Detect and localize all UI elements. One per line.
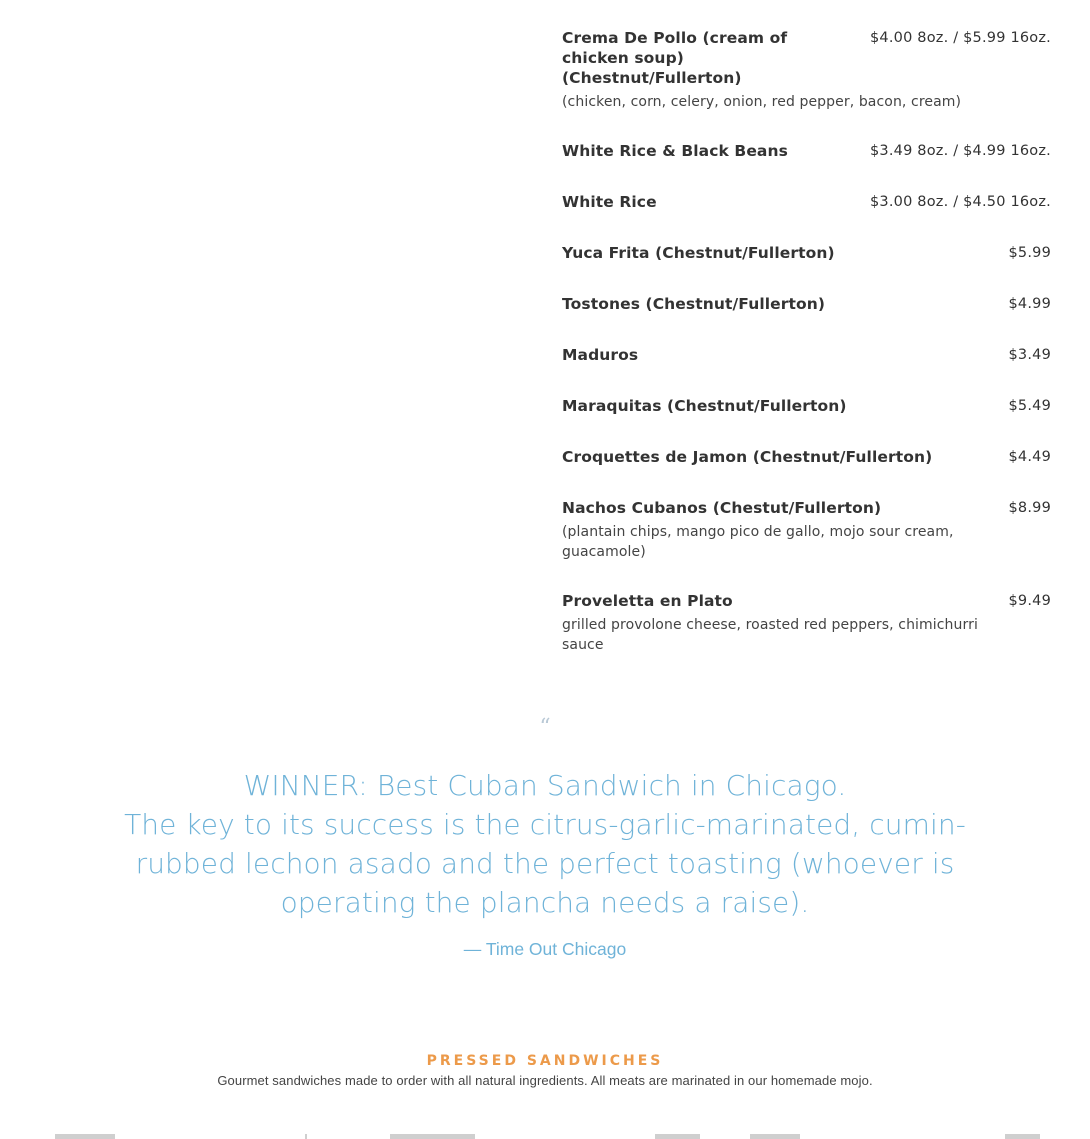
menu-item-price: $4.49 bbox=[1008, 449, 1051, 465]
menu-item bbox=[562, 591, 1051, 655]
menu-item-name: Yuca Frita (Chestnut/Fullerton) bbox=[562, 244, 835, 262]
menu-item-description: (plantain chips, mango pico de gallo, mojo sour cream, guacamole) bbox=[562, 524, 954, 560]
testimonial bbox=[0, 716, 1090, 960]
menu-item-name: Maduros bbox=[562, 346, 639, 364]
menu-item-description: grilled provolone cheese, roasted red peppers, chimichurri sauce bbox=[562, 617, 978, 653]
section-subtitle: Gourmet sandwiches made to order with all natural ingredients. All meats are marinated in our homemade mojo. bbox=[217, 1073, 873, 1088]
menu-item-price: $3.49 bbox=[1008, 347, 1051, 363]
menu-item-description: (chicken, corn, celery, onion, red pepper, bacon, cream) bbox=[562, 94, 962, 110]
menu-item bbox=[562, 28, 1051, 112]
menu-item-price: $8.99 bbox=[1008, 500, 1051, 516]
sides-menu-list bbox=[562, 28, 1051, 684]
menu-item-price: $9.49 bbox=[1008, 593, 1051, 609]
quote-mark-icon: “ bbox=[539, 715, 551, 740]
menu-item bbox=[562, 498, 1051, 562]
card-top-edge bbox=[655, 1134, 700, 1139]
card-top-edge bbox=[55, 1134, 115, 1139]
menu-item-name: Croquettes de Jamon (Chestnut/Fullerton) bbox=[562, 448, 933, 466]
card-top-edge bbox=[305, 1134, 307, 1139]
menu-item-name: White Rice & Black Beans bbox=[562, 142, 788, 160]
testimonial-headline: WINNER: Best Cuban Sandwich in Chicago. bbox=[243, 769, 847, 802]
menu-item-name: Tostones (Chestnut/Fullerton) bbox=[562, 295, 826, 313]
menu-item bbox=[562, 141, 1051, 161]
menu-item-price: $5.49 bbox=[1008, 398, 1051, 414]
menu-item-price: $3.00 8oz. / $4.50 16oz. bbox=[869, 194, 1051, 210]
menu-item-price: $4.00 8oz. / $5.99 16oz. bbox=[869, 30, 1051, 46]
card-top-edge bbox=[390, 1134, 475, 1139]
menu-item bbox=[562, 345, 1051, 365]
section-header bbox=[0, 1053, 1090, 1088]
menu-item bbox=[562, 294, 1051, 314]
testimonial-body: The key to its success is the citrus-garlic-marinated, cumin-rubbed lechon asado and the perfect toasting (whoever is operating the plancha needs a raise). bbox=[124, 808, 966, 919]
testimonial-quote bbox=[95, 766, 995, 922]
menu-item-price: $3.49 8oz. / $4.99 16oz. bbox=[869, 143, 1051, 159]
menu-item bbox=[562, 192, 1051, 212]
card-top-edge bbox=[1005, 1134, 1040, 1139]
menu-item-price: $4.99 bbox=[1008, 296, 1051, 312]
menu-item-name: Nachos Cubanos (Chestut/Fullerton) bbox=[562, 499, 882, 517]
card-top-edge bbox=[750, 1134, 800, 1139]
menu-item bbox=[562, 396, 1051, 416]
menu-item-name: White Rice bbox=[562, 193, 657, 211]
menu-item-price: $5.99 bbox=[1008, 245, 1051, 261]
menu-item bbox=[562, 243, 1051, 263]
menu-item bbox=[562, 447, 1051, 467]
sandwich-cards-strip bbox=[0, 1134, 1090, 1139]
menu-item-name: Crema De Pollo (cream of chicken soup) (Chestnut/Fullerton) bbox=[562, 29, 788, 87]
menu-item-name: Proveletta en Plato bbox=[562, 592, 733, 610]
menu-item-name: Maraquitas (Chestnut/Fullerton) bbox=[562, 397, 847, 415]
section-title: PRESSED SANDWICHES bbox=[426, 1053, 664, 1069]
testimonial-author: — Time Out Chicago bbox=[463, 939, 627, 959]
